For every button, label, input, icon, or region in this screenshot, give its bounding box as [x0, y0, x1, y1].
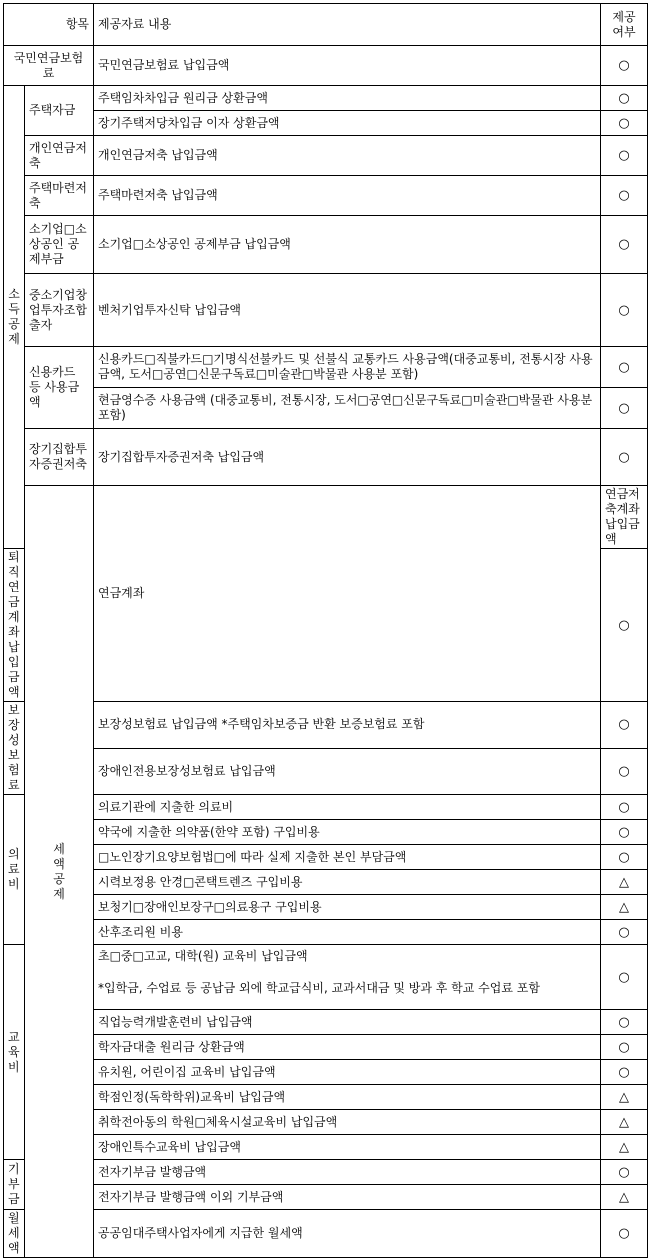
row-content: 장애인전용보장성보험료 납입금액	[94, 748, 601, 795]
group-label-credit-card: 신용카드 등 사용금액	[25, 347, 94, 429]
row-content: 신용카드□직불카드□기명식선불카드 및 선불식 교통카드 사용금액(대중교통비, 전통시장 사용금액, 도서□공연□신문구독료□미술관□박물관 사용분 포함)	[94, 347, 601, 388]
row-content: 전자기부금 발행금액 이외 기부금액	[94, 1185, 601, 1210]
table-row	[4, 86, 648, 111]
provided-mark: ○	[601, 347, 648, 388]
row-content: □노인장기요양보험법□에 따라 실제 지출한 본인 부담금액	[94, 845, 601, 870]
row-content: 연금저축계좌 납입금액	[601, 486, 648, 549]
group-label-small-business: 소기업□소상공인 공제부금	[25, 216, 94, 274]
row-content: 학점인정(독학학위)교육비 납입금액	[94, 1085, 601, 1110]
provided-mark: △	[601, 1110, 648, 1135]
row-content: 장애인특수교육비 납입금액	[94, 1135, 601, 1160]
table-row	[4, 388, 648, 429]
table-row	[4, 702, 648, 749]
row-content: 보청기□장애인보장구□의료용구 구입비용	[94, 895, 601, 920]
row-content: 주택마련저축 납입금액	[94, 176, 601, 216]
table-row	[4, 820, 648, 845]
table-row	[4, 46, 648, 86]
row-content: 산후조리원 비용	[94, 920, 601, 945]
table-row	[4, 748, 648, 795]
header-provided: 제공 여부	[601, 4, 648, 46]
table-row	[4, 870, 648, 895]
provided-mark: ○	[601, 820, 648, 845]
provided-mark: ○	[601, 274, 648, 347]
group-label-donation: 기부금	[4, 1160, 25, 1210]
row-content: 국민연금보험료 납입금액	[94, 46, 601, 86]
provided-mark: ○	[601, 748, 648, 795]
provided-mark: ○	[601, 702, 648, 749]
provided-mark: ○	[601, 216, 648, 274]
table-row	[4, 136, 648, 176]
row-content: 학자금대출 원리금 상환금액	[94, 1035, 601, 1060]
row-content: 직업능력개발훈련비 납입금액	[94, 1010, 601, 1035]
row-content: 취학전아동의 학원□체육시설교육비 납입금액	[94, 1110, 601, 1135]
group-label-housing-savings: 주택마련저축	[25, 176, 94, 216]
group-label-monthly-rent: 월세액	[4, 1210, 25, 1258]
group-label-pension-account: 연금계좌	[94, 486, 601, 702]
row-content: 유치원, 어린이집 교육비 납입금액	[94, 1060, 601, 1085]
provided-mark: ○	[601, 429, 648, 486]
provided-mark: △	[601, 895, 648, 920]
table-row	[4, 895, 648, 920]
provided-mark: ○	[601, 1010, 648, 1035]
row-content: 장기주택저당차입금 이자 상환금액	[94, 111, 601, 136]
row-content: 전자기부금 발행금액	[94, 1160, 601, 1185]
provided-mark: ○	[601, 388, 648, 429]
header-item: 항목	[4, 4, 94, 46]
row-content: 의료기관에 지출한 의료비	[94, 795, 601, 820]
row-content: 시력보정용 안경□콘택트렌즈 구입비용	[94, 870, 601, 895]
group-label-medical: 의료비	[4, 795, 25, 945]
provided-mark: ○	[601, 795, 648, 820]
table-row	[4, 795, 648, 820]
row-label-national-pension: 국민연금보험료	[4, 46, 94, 86]
provided-mark: △	[601, 870, 648, 895]
table-row	[4, 274, 648, 347]
row-content: 소기업□소상공인 공제부금 납입금액	[94, 216, 601, 274]
table-row	[4, 920, 648, 945]
provided-mark: △	[601, 1135, 648, 1160]
provided-mark: ○	[601, 1035, 648, 1060]
provided-mark: △	[601, 1185, 648, 1210]
row-content: 약국에 지출한 의약품(한약 포함) 구입비용	[94, 820, 601, 845]
group-label-venture-investment: 중소기업창업투자조합 출자	[25, 274, 94, 347]
table-row	[4, 1185, 648, 1210]
row-content: 현금영수증 사용금액 (대중교통비, 전통시장, 도서□공연□신문구독료□미술관□박물관 사용분 포함)	[94, 388, 601, 429]
table-row	[4, 845, 648, 870]
table-row	[4, 429, 648, 486]
row-content: 개인연금저축 납입금액	[94, 136, 601, 176]
header-row	[4, 4, 648, 46]
provided-mark: ○	[601, 176, 648, 216]
row-content: 공공임대주택사업자에게 지급한 월세액	[94, 1210, 601, 1258]
row-content-note: *입학금, 수업료 등 공납금 외에 학교급식비, 교과서대금 및 방과 후 학교 수업료 포함	[94, 968, 601, 1010]
provided-mark: ○	[601, 549, 648, 702]
section-label-income-deduction: 소득공제	[4, 86, 25, 549]
table-row	[4, 1035, 648, 1060]
row-content: 퇴직연금계좌 납입금액	[4, 549, 25, 702]
provided-mark: ○	[601, 86, 648, 111]
row-content: 보장성보험료 납입금액 *주택임차보증금 반환 보증보험료 포함	[94, 702, 601, 749]
table-row	[4, 1110, 648, 1135]
group-label-housing-fund: 주택자금	[25, 86, 94, 136]
group-label-long-term-fund: 장기집합투자증권저축	[25, 429, 94, 486]
provided-mark: ○	[601, 1160, 648, 1185]
table-row	[4, 1210, 648, 1258]
row-content: 벤처기업투자신탁 납입금액	[94, 274, 601, 347]
provided-mark: ○	[601, 111, 648, 136]
table-row	[4, 216, 648, 274]
provided-mark: ○	[601, 945, 648, 1010]
group-label-personal-pension: 개인연금저축	[25, 136, 94, 176]
table-row	[4, 1135, 648, 1160]
provided-mark: △	[601, 1085, 648, 1110]
table-row	[4, 176, 648, 216]
table-row	[4, 1060, 648, 1085]
table-row	[4, 945, 648, 968]
table-row	[4, 486, 648, 549]
table-row	[4, 1010, 648, 1035]
table-row	[4, 968, 648, 1010]
row-content: 주택임차차입금 원리금 상환금액	[94, 86, 601, 111]
section-label-tax-credit: 세액공제	[25, 486, 94, 1258]
table-row	[4, 347, 648, 388]
row-content: 초□중□고교, 대학(원) 교육비 납입금액	[94, 945, 601, 968]
provided-mark: ○	[601, 46, 648, 86]
table-row	[4, 111, 648, 136]
row-content: 장기집합투자증권저축 납입금액	[94, 429, 601, 486]
table-row	[4, 1160, 648, 1185]
provided-mark: ○	[601, 1210, 648, 1258]
group-label-education: 교육비	[4, 945, 25, 1160]
group-label-insurance: 보장성보험료	[4, 702, 25, 795]
tax-data-table	[3, 3, 648, 1258]
header-content: 제공자료 내용	[94, 4, 601, 46]
provided-mark: ○	[601, 1060, 648, 1085]
provided-mark: ○	[601, 845, 648, 870]
table-row	[4, 1085, 648, 1110]
provided-mark: ○	[601, 136, 648, 176]
provided-mark: ○	[601, 920, 648, 945]
